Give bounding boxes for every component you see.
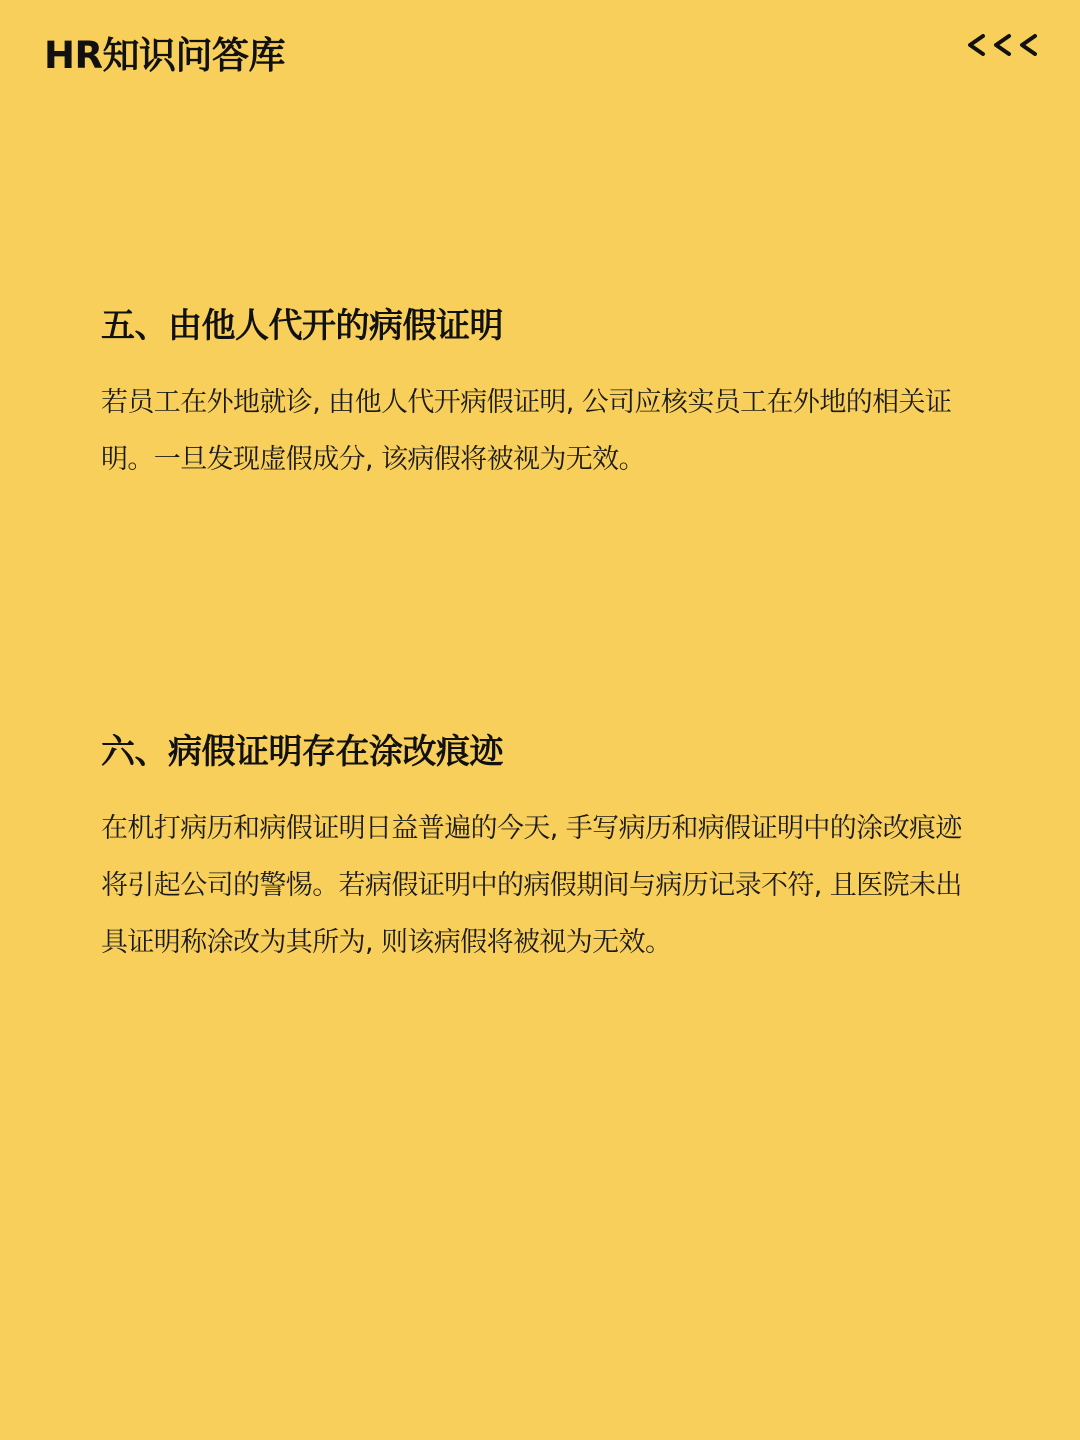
chevron-left-icon: [1018, 32, 1038, 58]
section-sick-leave-altered: [101, 726, 981, 971]
section-body: 在机打病历和病假证明日益普遍的今天, 手写病历和病假证明中的涂改痕迹将引起公司的警惕。若病假证明中的病假期间与病历记录不符, 且医院未出具证明称涂改为其所为, 则该病假将被视为无效。: [101, 813, 962, 958]
section-heading: 六、病假证明存在涂改痕迹: [101, 732, 503, 772]
section-heading: 五、由他人代开的病假证明: [101, 306, 503, 346]
page-title: HR知识问答库: [44, 34, 285, 77]
section-body: 若员工在外地就诊, 由他人代开病假证明, 公司应核实员工在外地的相关证明。一旦发现虚假成分, 该病假将被视为无效。: [101, 387, 952, 475]
section-sick-leave-issued-by-others: [101, 300, 981, 488]
back-button[interactable]: [966, 32, 1038, 58]
chevron-left-icon: [966, 32, 986, 58]
chevron-left-icon: [992, 32, 1012, 58]
